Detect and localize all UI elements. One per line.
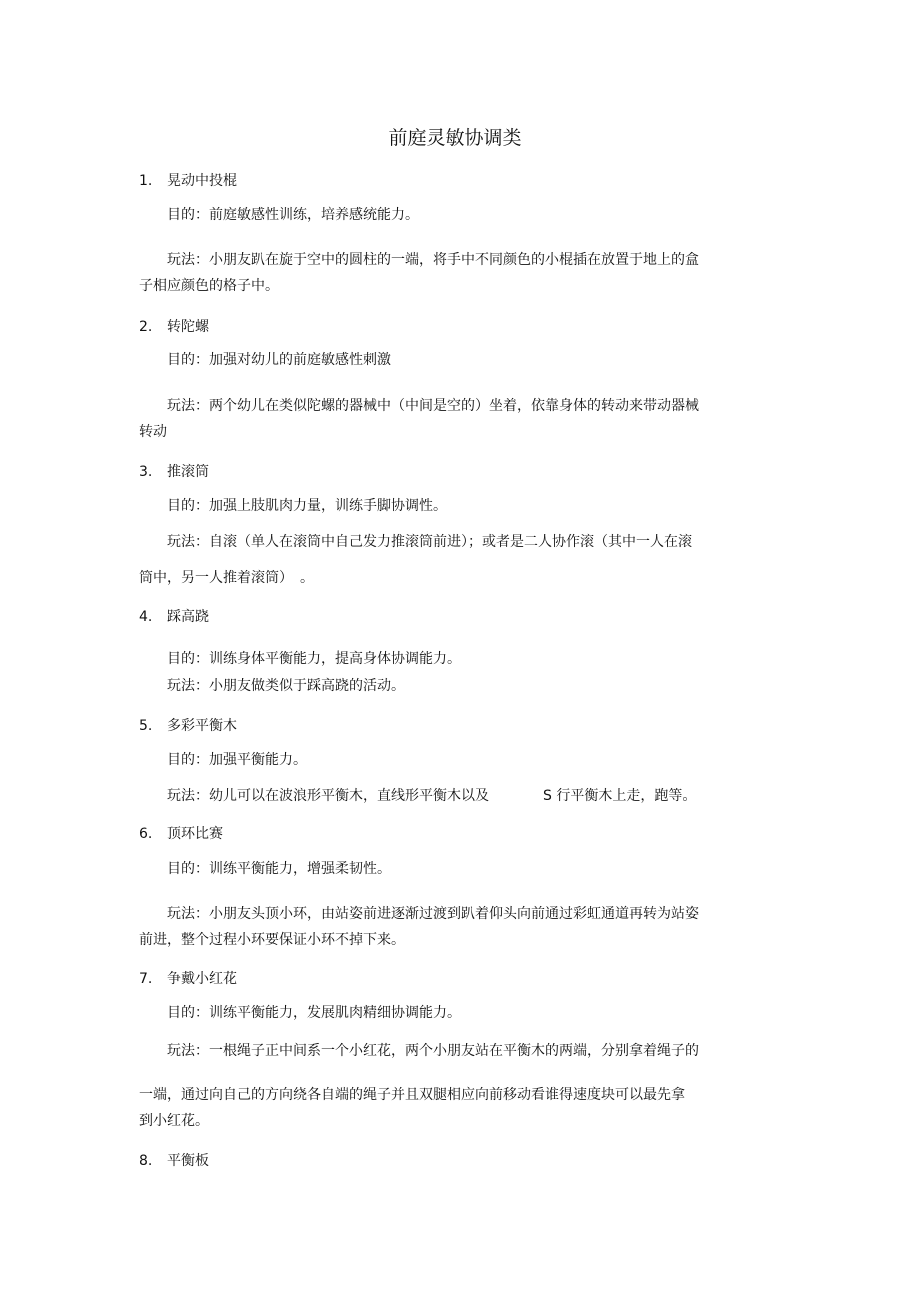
section-heading: 争戴小红花 bbox=[167, 971, 237, 987]
section-number: 8. bbox=[139, 1153, 153, 1169]
section-play-line: 到小红花。 bbox=[139, 1113, 209, 1129]
section-play-line: 玩法：小朋友做类似于踩高跷的活动。 bbox=[167, 678, 405, 694]
section-purpose: 目的：加强上肢肌肉力量，训练手脚协调性。 bbox=[167, 498, 447, 514]
section-play-line: 玩法：小朋友头顶小环，由站姿前进逐渐过渡到趴着仰头向前通过彩虹通道再转为站姿 bbox=[167, 906, 699, 922]
section-number: 2. bbox=[139, 319, 153, 335]
section-play-line: 转动 bbox=[139, 424, 167, 440]
section-purpose: 目的：加强对幼儿的前庭敏感性刺激 bbox=[167, 352, 391, 368]
section-purpose: 目的：训练平衡能力，增强柔韧性。 bbox=[167, 861, 391, 877]
section-play-line: 玩法：一根绳子正中间系一个小红花，两个小朋友站在平衡木的两端，分别拿着绳子的 bbox=[167, 1043, 699, 1059]
section-play-line: S 行平衡木上走，跑等。 bbox=[543, 788, 697, 804]
section-purpose: 目的：训练平衡能力，发展肌肉精细协调能力。 bbox=[167, 1005, 461, 1021]
section-number: 3. bbox=[139, 464, 153, 480]
section-purpose: 目的：前庭敏感性训练，培养感统能力。 bbox=[167, 207, 419, 223]
section-play-line: 前进，整个过程小环要保证小环不掉下来。 bbox=[139, 932, 405, 948]
section-number: 4. bbox=[139, 609, 153, 625]
section-play-line: 玩法：小朋友趴在旋于空中的圆柱的一端，将手中不同颜色的小棍插在放置于地上的盒 bbox=[167, 252, 699, 268]
section-number: 7. bbox=[139, 971, 153, 987]
section-heading: 顶环比赛 bbox=[167, 826, 223, 842]
section-play-line: 一端，通过向自己的方向绕各自端的绳子并且双腿相应向前移动看谁得速度块可以最先拿 bbox=[139, 1087, 685, 1103]
section-play-line: 玩法：自滚（单人在滚筒中自己发力推滚筒前进）；或者是二人协作滚（其中一人在滚 bbox=[167, 534, 692, 550]
section-play-line: 子相应颜色的格子中。 bbox=[139, 278, 279, 294]
section-purpose: 目的：加强平衡能力。 bbox=[167, 752, 307, 768]
section-play-line: 玩法：两个幼儿在类似陀螺的器械中（中间是空的）坐着，依靠身体的转动来带动器械 bbox=[167, 398, 699, 414]
section-heading: 踩高跷 bbox=[167, 609, 209, 625]
section-number: 5. bbox=[139, 718, 153, 734]
section-heading: 转陀螺 bbox=[167, 319, 209, 335]
section-heading: 平衡板 bbox=[167, 1153, 209, 1169]
section-heading: 推滚筒 bbox=[167, 464, 209, 480]
section-heading: 多彩平衡木 bbox=[167, 718, 237, 734]
section-number: 1. bbox=[139, 173, 153, 189]
section-play-line: 玩法：幼儿可以在波浪形平衡木，直线形平衡木以及 bbox=[167, 788, 489, 804]
page-title: 前庭灵敏协调类 bbox=[388, 127, 522, 149]
section-number: 6. bbox=[139, 826, 153, 842]
section-play-line: 筒中，另一人推着滚筒） 。 bbox=[139, 570, 314, 586]
section-purpose: 目的：训练身体平衡能力，提高身体协调能力。 bbox=[167, 651, 461, 667]
section-heading: 晃动中投棍 bbox=[167, 173, 237, 189]
